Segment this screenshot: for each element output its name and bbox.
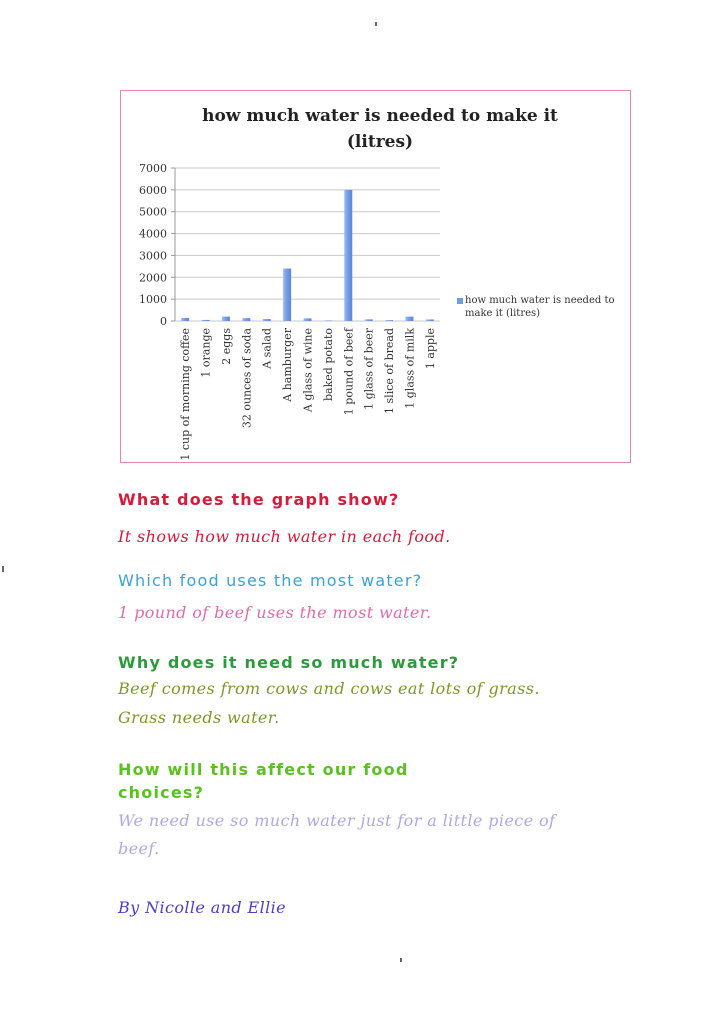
bar xyxy=(181,318,189,321)
bar-chart xyxy=(0,0,728,470)
chart-title-line-2: (litres) xyxy=(346,132,414,152)
bar xyxy=(365,319,373,321)
question-4-line-2: choices? xyxy=(118,783,205,802)
x-tick-label: A salad xyxy=(260,328,274,369)
answer-3-line-1: Beef comes from cows and cows eat lots of grass. xyxy=(118,679,540,698)
x-tick-label: 32 ounces of soda xyxy=(240,328,254,429)
bar xyxy=(242,318,250,321)
y-tick-label: 1000 xyxy=(139,293,167,307)
y-tick-label: 3000 xyxy=(139,249,167,263)
y-tick-label: 5000 xyxy=(139,205,167,219)
x-tick-label: A hamburger xyxy=(281,328,295,402)
question-4-line-1: How will this affect our food xyxy=(118,760,409,779)
bar xyxy=(222,317,230,321)
y-tick-label: 6000 xyxy=(139,183,167,197)
question-1: What does the graph show? xyxy=(118,490,400,509)
bar xyxy=(263,319,271,321)
x-tick-label: 1 orange xyxy=(199,328,213,378)
x-tick-label: baked potato xyxy=(321,328,335,401)
bar xyxy=(385,320,393,321)
x-tick-label: 1 pound of beef xyxy=(342,328,356,416)
y-tick-label: 0 xyxy=(160,315,167,328)
answer-3-line-2: Grass needs water. xyxy=(118,708,280,727)
x-tick-label: 1 glass of milk xyxy=(403,328,417,409)
x-tick-label: 1 cup of morning coffee xyxy=(179,328,193,461)
bar xyxy=(324,320,332,321)
y-tick-label: 7000 xyxy=(139,162,167,175)
byline: By Nicolle and Ellie xyxy=(118,898,287,917)
x-tick-label: 2 eggs xyxy=(219,328,233,365)
legend-swatch xyxy=(457,298,463,304)
scan-speck xyxy=(375,22,377,26)
question-3: Why does it need so much water? xyxy=(118,653,460,672)
scan-speck xyxy=(400,958,402,962)
bar xyxy=(426,319,434,321)
chart-legend xyxy=(457,294,637,320)
scan-speck xyxy=(2,566,4,572)
question-2: Which food uses the most water? xyxy=(118,571,423,590)
y-tick-label: 2000 xyxy=(139,271,167,285)
x-tick-label: 1 apple xyxy=(423,328,437,370)
bar xyxy=(344,190,352,321)
bar xyxy=(202,320,210,321)
y-tick-label: 4000 xyxy=(139,227,167,241)
bar xyxy=(283,269,291,321)
legend-label-line-2: make it (litres) xyxy=(465,308,541,319)
x-tick-label: 1 glass of beer xyxy=(362,328,376,410)
x-tick-label: 1 slice of bread xyxy=(383,328,397,414)
bar xyxy=(304,318,312,321)
legend-label-line-1: how much water is needed to xyxy=(465,295,615,306)
chart-title xyxy=(170,103,590,155)
bar xyxy=(405,317,413,321)
answer-4-line-2: beef. xyxy=(118,839,160,858)
answer-1: It shows how much water in each food. xyxy=(118,527,451,546)
answer-4-line-1: We need use so much water just for a little piece of xyxy=(118,811,556,830)
answer-2: 1 pound of beef uses the most water. xyxy=(118,603,432,622)
x-tick-label: A glass of wine xyxy=(301,328,315,413)
chart-title-line-1: how much water is needed to make it xyxy=(202,106,558,126)
